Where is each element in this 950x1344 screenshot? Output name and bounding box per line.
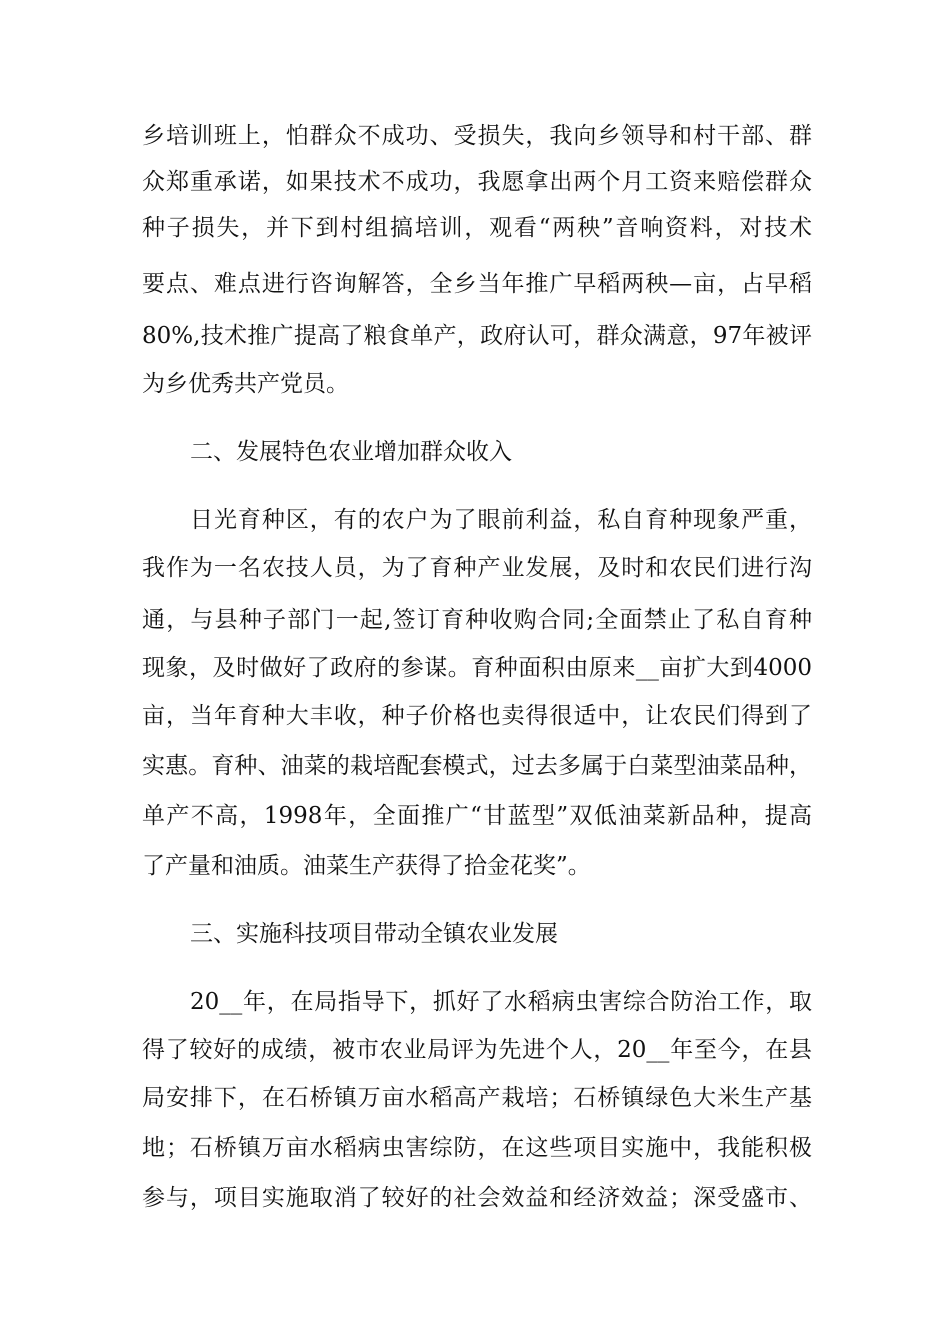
paragraph-2-line-5: 亩，当年育种大丰收，种子价格也卖得很适中，让农民们得到了: [142, 703, 812, 729]
paragraph-2-line-8: 了产量和油质。油菜生产获得了拾金花奖”。: [142, 853, 591, 879]
paragraph-3-line-1: 20__年，在局指导下，抓好了水稻病虫害综合防治工作，取: [190, 989, 812, 1015]
paragraph-1-line-3: 种子损失，并下到村组搞培训，观看“两秧”音响资料，对技术: [142, 215, 812, 241]
paragraph-3-line-3: 局安排下，在石桥镇万亩水稻高产栽培；石桥镇绿色大米生产基: [142, 1085, 812, 1111]
paragraph-1-line-2: 众郑重承诺，如果技术不成功，我愿拿出两个月工资来赔偿群众: [142, 169, 812, 195]
paragraph-3-line-4: 地；石桥镇万亩水稻病虫害综防，在这些项目实施中，我能积极: [142, 1135, 812, 1161]
paragraph-3-line-2: 得了较好的成绩，被市农业局评为先进个人，20__年至今，在县: [142, 1037, 812, 1063]
section-heading-3: 三、实施科技项目带动全镇农业发展: [190, 921, 558, 947]
paragraph-2-line-7: 单产不高，1998年，全面推广“甘蓝型”双低油菜新品种，提高: [142, 803, 812, 829]
paragraph-2-line-2: 我作为一名农技人员，为了育种产业发展，及时和农民们进行沟: [142, 555, 812, 581]
paragraph-3-line-5: 参与，项目实施取消了较好的社会效益和经济效益；深受盛市、: [142, 1185, 812, 1211]
paragraph-2-line-6: 实惠。育种、油菜的栽培配套模式，过去多属于白菜型油菜品种，: [142, 753, 812, 779]
paragraph-2-line-3: 通，与县种子部门一起,签订育种收购合同;全面禁止了私自育种: [142, 607, 812, 633]
paragraph-2-line-4: 现象，及时做好了政府的参谋。育种面积由原来__亩扩大到4000: [142, 655, 812, 681]
paragraph-1-line-6: 为乡优秀共产党员。: [142, 371, 349, 397]
paragraph-1-line-5: 80%,技术推广提高了粮食单产，政府认可，群众满意，97年被评: [142, 323, 812, 349]
paragraph-1-line-4: 要点、难点进行咨询解答，全乡当年推广早稻两秧—亩，占早稻: [142, 271, 812, 297]
paragraph-1-line-1: 乡培训班上，怕群众不成功、受损失，我向乡领导和村干部、群: [142, 123, 812, 149]
paragraph-2-line-1: 日光育种区，有的农户为了眼前利益，私自育种现象严重，: [190, 507, 812, 533]
section-heading-2: 二、发展特色农业增加群众收入: [190, 439, 512, 465]
